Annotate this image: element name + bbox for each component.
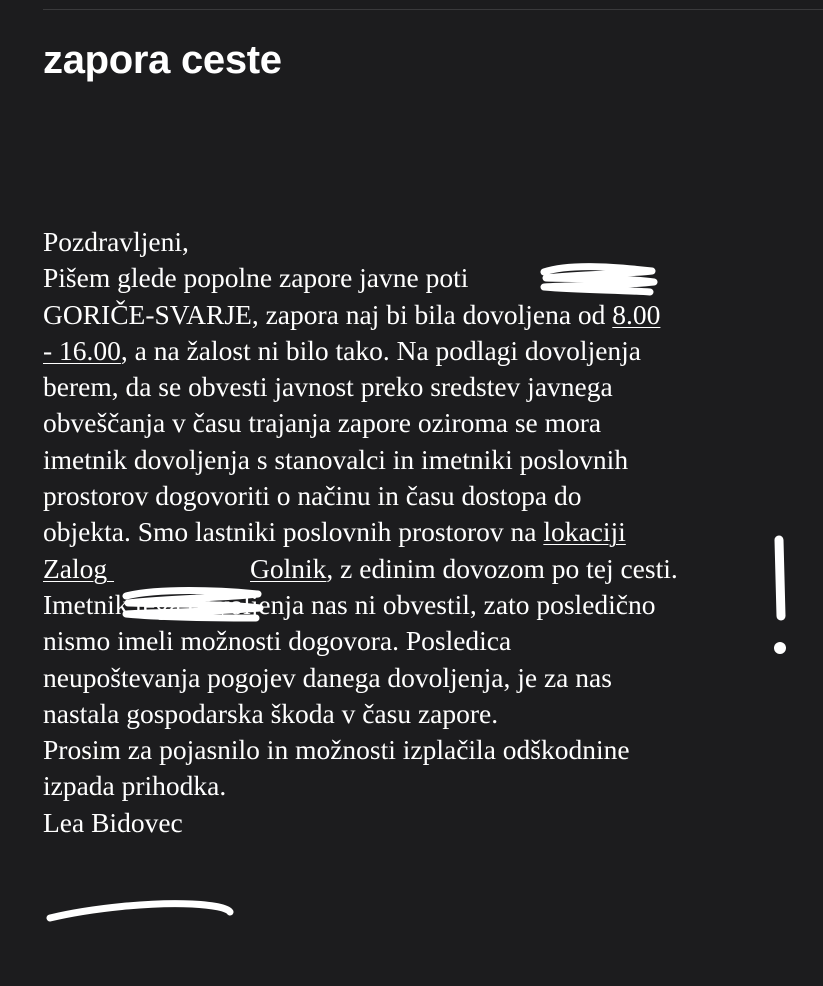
address-link-end: Golnik	[250, 552, 327, 584]
top-divider	[43, 9, 823, 10]
line-3	[43, 297, 803, 333]
line-7: imetnik dovoljenja s stanovalci in imetniki poslovnih	[43, 443, 629, 475]
line-4-text: , a na žalost ni bilo tako. Na podlagi dovoljenja	[120, 334, 642, 366]
address-link-start: Zalog	[43, 552, 115, 584]
line-12: nismo imeli možnosti dogovora. Posledica	[43, 625, 512, 657]
line-10-text: , z edinim dovozom po tej cesti.	[326, 552, 678, 584]
line-9-text: objekta. Smo lastniki poslovnih prostorov na	[43, 516, 544, 548]
line-2-text: Pišem glede popolne zapore javne poti	[43, 262, 469, 294]
line-6: obveščanja v času trajanja zapore oziroma se mora	[43, 407, 602, 439]
line-5: berem, da se obvesti javnost preko sredstev javnega	[43, 371, 613, 403]
line-13: neupoštevanja pogojev danega dovoljenja, je za nas	[43, 661, 612, 693]
note-body[interactable]	[43, 224, 803, 841]
signature-underline-icon	[42, 896, 238, 926]
line-3-text: GORIČE-SVARJE, zapora naj bi bila dovoljena od	[43, 298, 613, 330]
line-15: Prosim za pojasnilo in možnosti izplačila odškodnine	[43, 734, 630, 766]
signature: Lea Bidovec	[43, 806, 183, 838]
note-title[interactable]: zapora ceste	[43, 38, 282, 82]
time-link-start[interactable]: 8.00	[612, 298, 661, 330]
time-link-end[interactable]: - 16.00	[43, 334, 121, 366]
line-4	[43, 333, 803, 369]
line-10	[43, 551, 803, 587]
location-link[interactable]: lokaciji	[543, 516, 626, 548]
line-greeting: Pozdravljeni,	[43, 226, 189, 257]
line-8: prostorov dogovoriti o načinu in času dostopa do	[43, 480, 582, 512]
line-16: izpada prihodka.	[43, 770, 227, 802]
line-14: nastala gospodarska škoda v času zapore.	[43, 697, 499, 729]
line-9	[43, 514, 803, 550]
line-2	[43, 260, 803, 296]
address-link[interactable]	[43, 553, 326, 584]
line-11: Imetnik tega dovoljenja nas ni obvestil, zato posledično	[43, 588, 656, 620]
